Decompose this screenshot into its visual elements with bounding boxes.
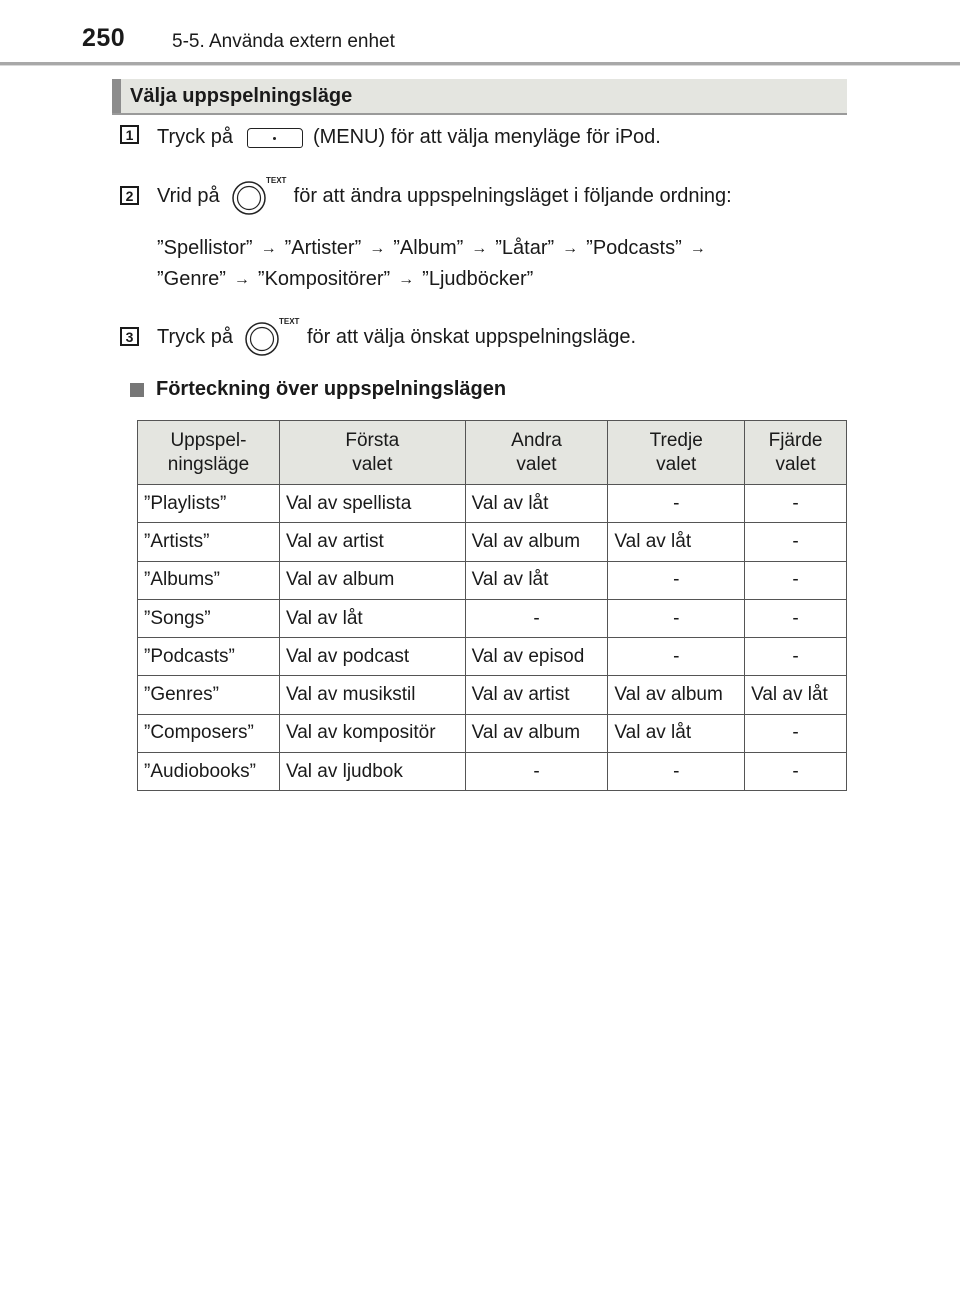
table-cell: - [745,523,847,561]
arrow-right-icon: → [260,239,277,257]
table-cell: Val av album [465,714,608,752]
order-line-2 [157,268,533,291]
order-item: ”Genre” [157,268,226,290]
table-cell: ”Composers” [138,714,280,752]
arrow-right-icon: → [398,270,415,288]
table-row [138,714,847,752]
order-line-1 [157,237,714,260]
table-cell: Val av ljudbok [279,753,465,791]
knob-text-label: TEXT [265,176,287,185]
arrow-right-icon: → [689,239,706,257]
table-cell: Val av låt [745,676,847,714]
step-2-after: för att ändra uppspelningsläget i följande ordning: [293,184,732,207]
column-header: Tredje valet [608,421,745,485]
table-cell: ”Genres” [138,676,280,714]
table-header-row [138,421,847,485]
table-cell: - [608,561,745,599]
table-cell: Val av kompositör [279,714,465,752]
table-cell: Val av artist [465,676,608,714]
table-row [138,599,847,637]
heading-accent [112,79,121,113]
table-cell: Val av låt [608,523,745,561]
table-cell: Val av album [608,676,745,714]
table-cell: Val av artist [279,523,465,561]
table-cell: - [608,599,745,637]
table-cell: Val av musikstil [279,676,465,714]
table-cell: - [608,753,745,791]
step-number-1: 1 [120,125,139,144]
table-body [138,485,847,791]
step-3-after: för att välja önskat uppspelningsläge. [306,325,637,348]
table-cell: - [745,714,847,752]
order-item: ”Spellistor” [157,237,253,259]
header-rule-shadow [0,65,960,66]
table-cell: ”Artists” [138,523,280,561]
table-row [138,638,847,676]
table-cell: Val av låt [465,561,608,599]
modes-table [137,420,847,791]
table-cell: - [745,599,847,637]
column-header: Fjärde valet [745,421,847,485]
order-item: ”Ljudböcker” [422,268,534,290]
table-row [138,523,847,561]
table-row [138,676,847,714]
table-cell: ”Playlists” [138,485,280,523]
arrow-right-icon: → [369,239,386,257]
table-cell: Val av podcast [279,638,465,676]
bullet-square-icon [130,383,144,397]
table-cell: Val av låt [279,599,465,637]
text-knob-icon [232,173,290,219]
table-cell: - [745,561,847,599]
column-header: Uppspel- ningsläge [138,421,280,485]
step-2-before: Vrid på [157,184,220,207]
step-2 [157,173,732,219]
table-cell: Val av låt [465,485,608,523]
table-cell: ”Albums” [138,561,280,599]
table-heading [130,378,506,401]
table-cell: Val av låt [608,714,745,752]
table-row [138,485,847,523]
table-cell: Val av album [279,561,465,599]
table-cell: ”Audiobooks” [138,753,280,791]
heading-title: Välja uppspelningsläge [130,85,353,107]
step-3-before: Tryck på [157,325,233,348]
page-number: 250 [82,24,126,52]
step-number-3: 3 [120,327,139,346]
menu-button-icon [247,128,303,148]
table-cell: - [745,753,847,791]
table-cell: ”Podcasts” [138,638,280,676]
table-cell: - [608,638,745,676]
table-cell: - [465,599,608,637]
table-cell: - [745,638,847,676]
step-number-2: 2 [120,186,139,205]
arrow-right-icon: → [233,270,250,288]
knob-text-label: TEXT [278,317,300,326]
step-3 [157,314,636,360]
section-title: 5-5. Använda extern enhet [172,31,395,52]
order-item: ”Podcasts” [586,237,682,259]
table-cell: Val av album [465,523,608,561]
column-header: Andra valet [465,421,608,485]
table-row [138,753,847,791]
table-cell: - [608,485,745,523]
step-1 [157,126,661,149]
step-1-after: (MENU) för att välja menyläge för iPod. [312,126,661,148]
column-header: Första valet [279,421,465,485]
heading-bar [112,79,847,115]
step-1-before: Tryck på [157,126,233,148]
arrow-right-icon: → [562,239,579,257]
order-item: ”Kompositörer” [257,268,391,290]
table-cell: Val av episod [465,638,608,676]
order-item: ”Album” [393,237,464,259]
table-cell: Val av spellista [279,485,465,523]
arrow-right-icon: → [471,239,488,257]
text-knob-icon [245,314,303,360]
table-cell: ”Songs” [138,599,280,637]
order-item: ”Artister” [284,237,362,259]
table-heading-text: Förteckning över uppspelningslägen [156,378,507,400]
table-cell: - [745,485,847,523]
table-cell: - [465,753,608,791]
table-row [138,561,847,599]
order-item: ”Låtar” [495,237,555,259]
